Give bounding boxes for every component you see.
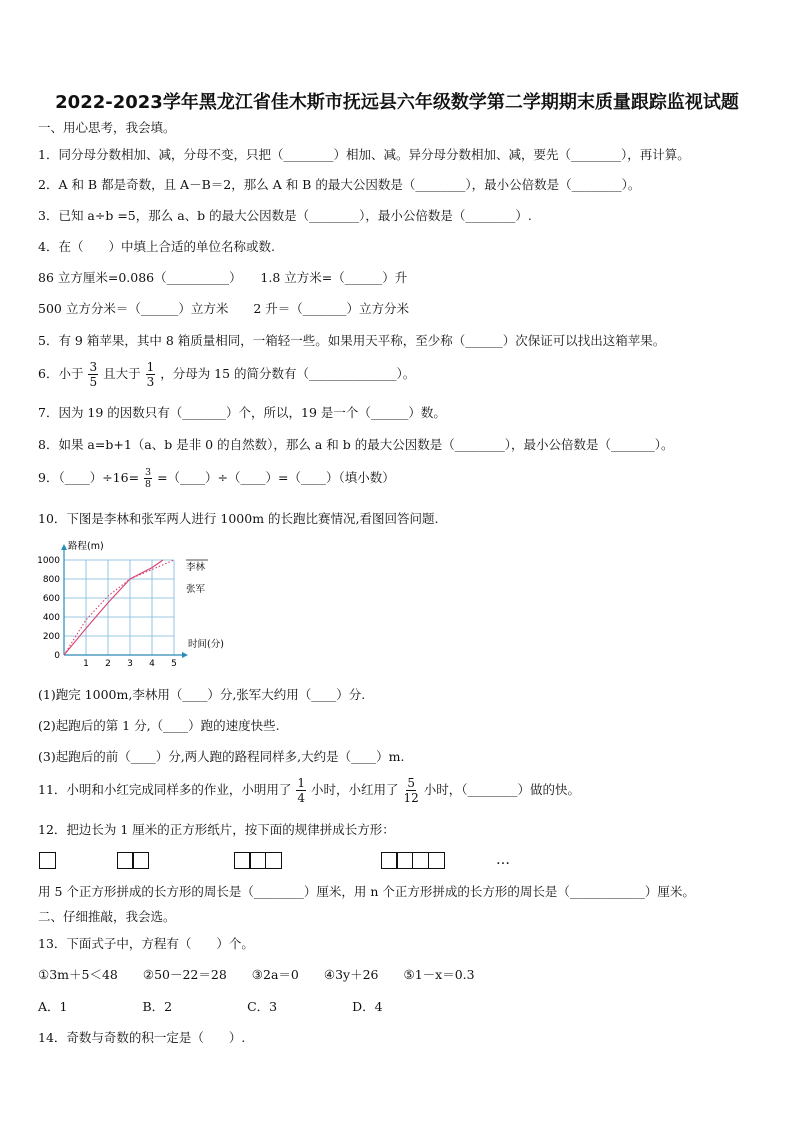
question-8: 8．如果 a=b+1（a、b 是非 0 的自然数），那么 a 和 b 的最大公因数是（________），最小公倍数是（_______）。 <box>38 437 674 452</box>
question-7: 7．因为 19 的因数只有（_______）个，所以，19 是一个（______）数。 <box>38 405 446 420</box>
y-tick-label: 1000 <box>37 556 60 566</box>
q11-text-pre: 11．小明和小红完成同样多的作业，小明用了 <box>38 782 292 797</box>
x-tick-label: 2 <box>105 659 111 669</box>
question-12: 12．把边长为 1 厘米的正方形纸片，按下面的规律拼成长方形： <box>38 822 395 837</box>
square <box>132 852 149 869</box>
question-4: 4．在（ ）中填上合适的单位名称或数. <box>38 239 275 254</box>
running-chart <box>30 535 240 675</box>
fraction-1-4: $\frac{1}{4}$ <box>297 776 306 805</box>
q11-text-post: 小时，（________）做的快。 <box>423 782 581 797</box>
x-tick-label: 4 <box>149 659 155 669</box>
x-tick-label: 1 <box>83 659 89 669</box>
x-axis-label: 时间(分) <box>188 639 224 650</box>
series-line-zhangjun <box>64 560 174 655</box>
y-tick-label: 600 <box>42 594 60 604</box>
square <box>412 852 429 869</box>
legend-label: 李林 <box>186 562 206 573</box>
question-10-part-3: (3)起跑后的前（____）分,两人跑的路程同样多,大约是（____）m. <box>38 749 405 764</box>
q9-text-post: =（____）÷（____）=（____）（填小数） <box>157 470 395 485</box>
y-axis-arrow <box>61 544 67 550</box>
square <box>381 852 398 869</box>
series-line-lilin <box>64 560 163 655</box>
x-tick-label: 5 <box>171 659 177 669</box>
section-heading-choice: 二、仔细推敲，我会选。 <box>38 909 176 924</box>
fraction-5-12: $\frac{5}{12}$ <box>403 776 419 805</box>
question-10-part-2: (2)起跑后的第 1 分,（____）跑的速度快些. <box>38 718 280 733</box>
question-14: 14．奇数与奇数的积一定是（ ）. <box>38 1030 246 1045</box>
question-3: 3．已知 a÷b =5，那么 a、b 的最大公因数是（________），最小公倍数是（________）. <box>38 208 532 223</box>
legend-label: 张军 <box>186 584 206 595</box>
square <box>234 852 251 869</box>
square <box>265 852 282 869</box>
ellipsis: … <box>496 852 511 868</box>
q9-text-pre: 9．（____）÷16= <box>38 470 140 485</box>
question-4-row-2: 500 立方分米＝（______）立方米 2 升＝（_______）立方分米 <box>38 301 410 316</box>
question-2: 2．A 和 B 都是奇数，且 A－B＝2，那么 A 和 B 的最大公因数是（________），最小公倍数是（________）。 <box>38 177 641 192</box>
question-11 <box>38 776 580 805</box>
y-axis-label: 路程(m) <box>68 541 104 552</box>
question-13: 13．下面式子中，方程有（ ）个。 <box>38 936 254 951</box>
square <box>39 852 56 869</box>
fraction-1-3: $\frac{1}{3}$ <box>146 360 155 389</box>
question-9 <box>38 467 395 490</box>
question-13-items: ①3m＋5＜48 ②50－22＝28 ③2a＝0 ④3y＋26 ⑤1－x＝0.3 <box>38 967 475 982</box>
question-10-part-1: (1)跑完 1000m,李林用（____）分,张军大约用（____）分. <box>38 687 366 702</box>
q6-text-pre: 6．小于 <box>38 366 84 381</box>
square <box>396 852 413 869</box>
q6-text-mid: 且大于 <box>103 366 141 381</box>
y-tick-label: 0 <box>54 651 60 661</box>
question-5: 5．有 9 箱苹果，其中 8 箱质量相同，一箱轻一些。如果用天平称，至少称（______）次保证可以找出这箱苹果。 <box>38 333 666 348</box>
question-12-answer: 用 5 个正方形拼成的长方形的周长是（________）厘米，用 n 个正方形拼成的长方形的周长是（____________）厘米。 <box>38 884 695 899</box>
square-row-1 <box>40 852 56 869</box>
square-row-4 <box>382 852 445 869</box>
square <box>428 852 445 869</box>
question-10: 10．下图是李林和张军两人进行 1000m 的长跑比赛情况,看图回答问题. <box>38 511 439 526</box>
fraction-3-8: $\frac{3}{8}$ <box>145 467 152 490</box>
y-tick-label: 200 <box>42 632 60 642</box>
square <box>249 852 266 869</box>
x-tick-label: 3 <box>127 659 133 669</box>
section-heading-fill: 一、用心思考，我会填。 <box>38 120 176 135</box>
q11-text-mid: 小时，小红用了 <box>311 782 399 797</box>
square <box>117 852 134 869</box>
x-axis-arrow <box>182 652 188 658</box>
y-tick-label: 800 <box>42 575 60 585</box>
square-row-3 <box>235 852 282 869</box>
page-title: 2022-2023学年黑龙江省佳木斯市抚远县六年级数学第二学期期末质量跟踪监视试题 <box>55 92 739 113</box>
fraction-3-5: $\frac{3}{5}$ <box>89 360 98 389</box>
question-6 <box>38 360 415 389</box>
question-4-row-1: 86 立方厘米=0.086（__________） 1.8 立方米=（______）升 <box>38 270 408 285</box>
question-1: 1．同分母分数相加、减，分母不变，只把（________）相加、减。异分母分数相加、减，要先（________），再计算。 <box>38 147 690 162</box>
y-tick-label: 400 <box>42 613 60 623</box>
q6-text-post: ，分母为 15 的简分数有（______________）。 <box>160 366 416 381</box>
square-row-2 <box>118 852 149 869</box>
question-13-choices: A．1 B．2 C．3 D．4 <box>38 999 383 1014</box>
